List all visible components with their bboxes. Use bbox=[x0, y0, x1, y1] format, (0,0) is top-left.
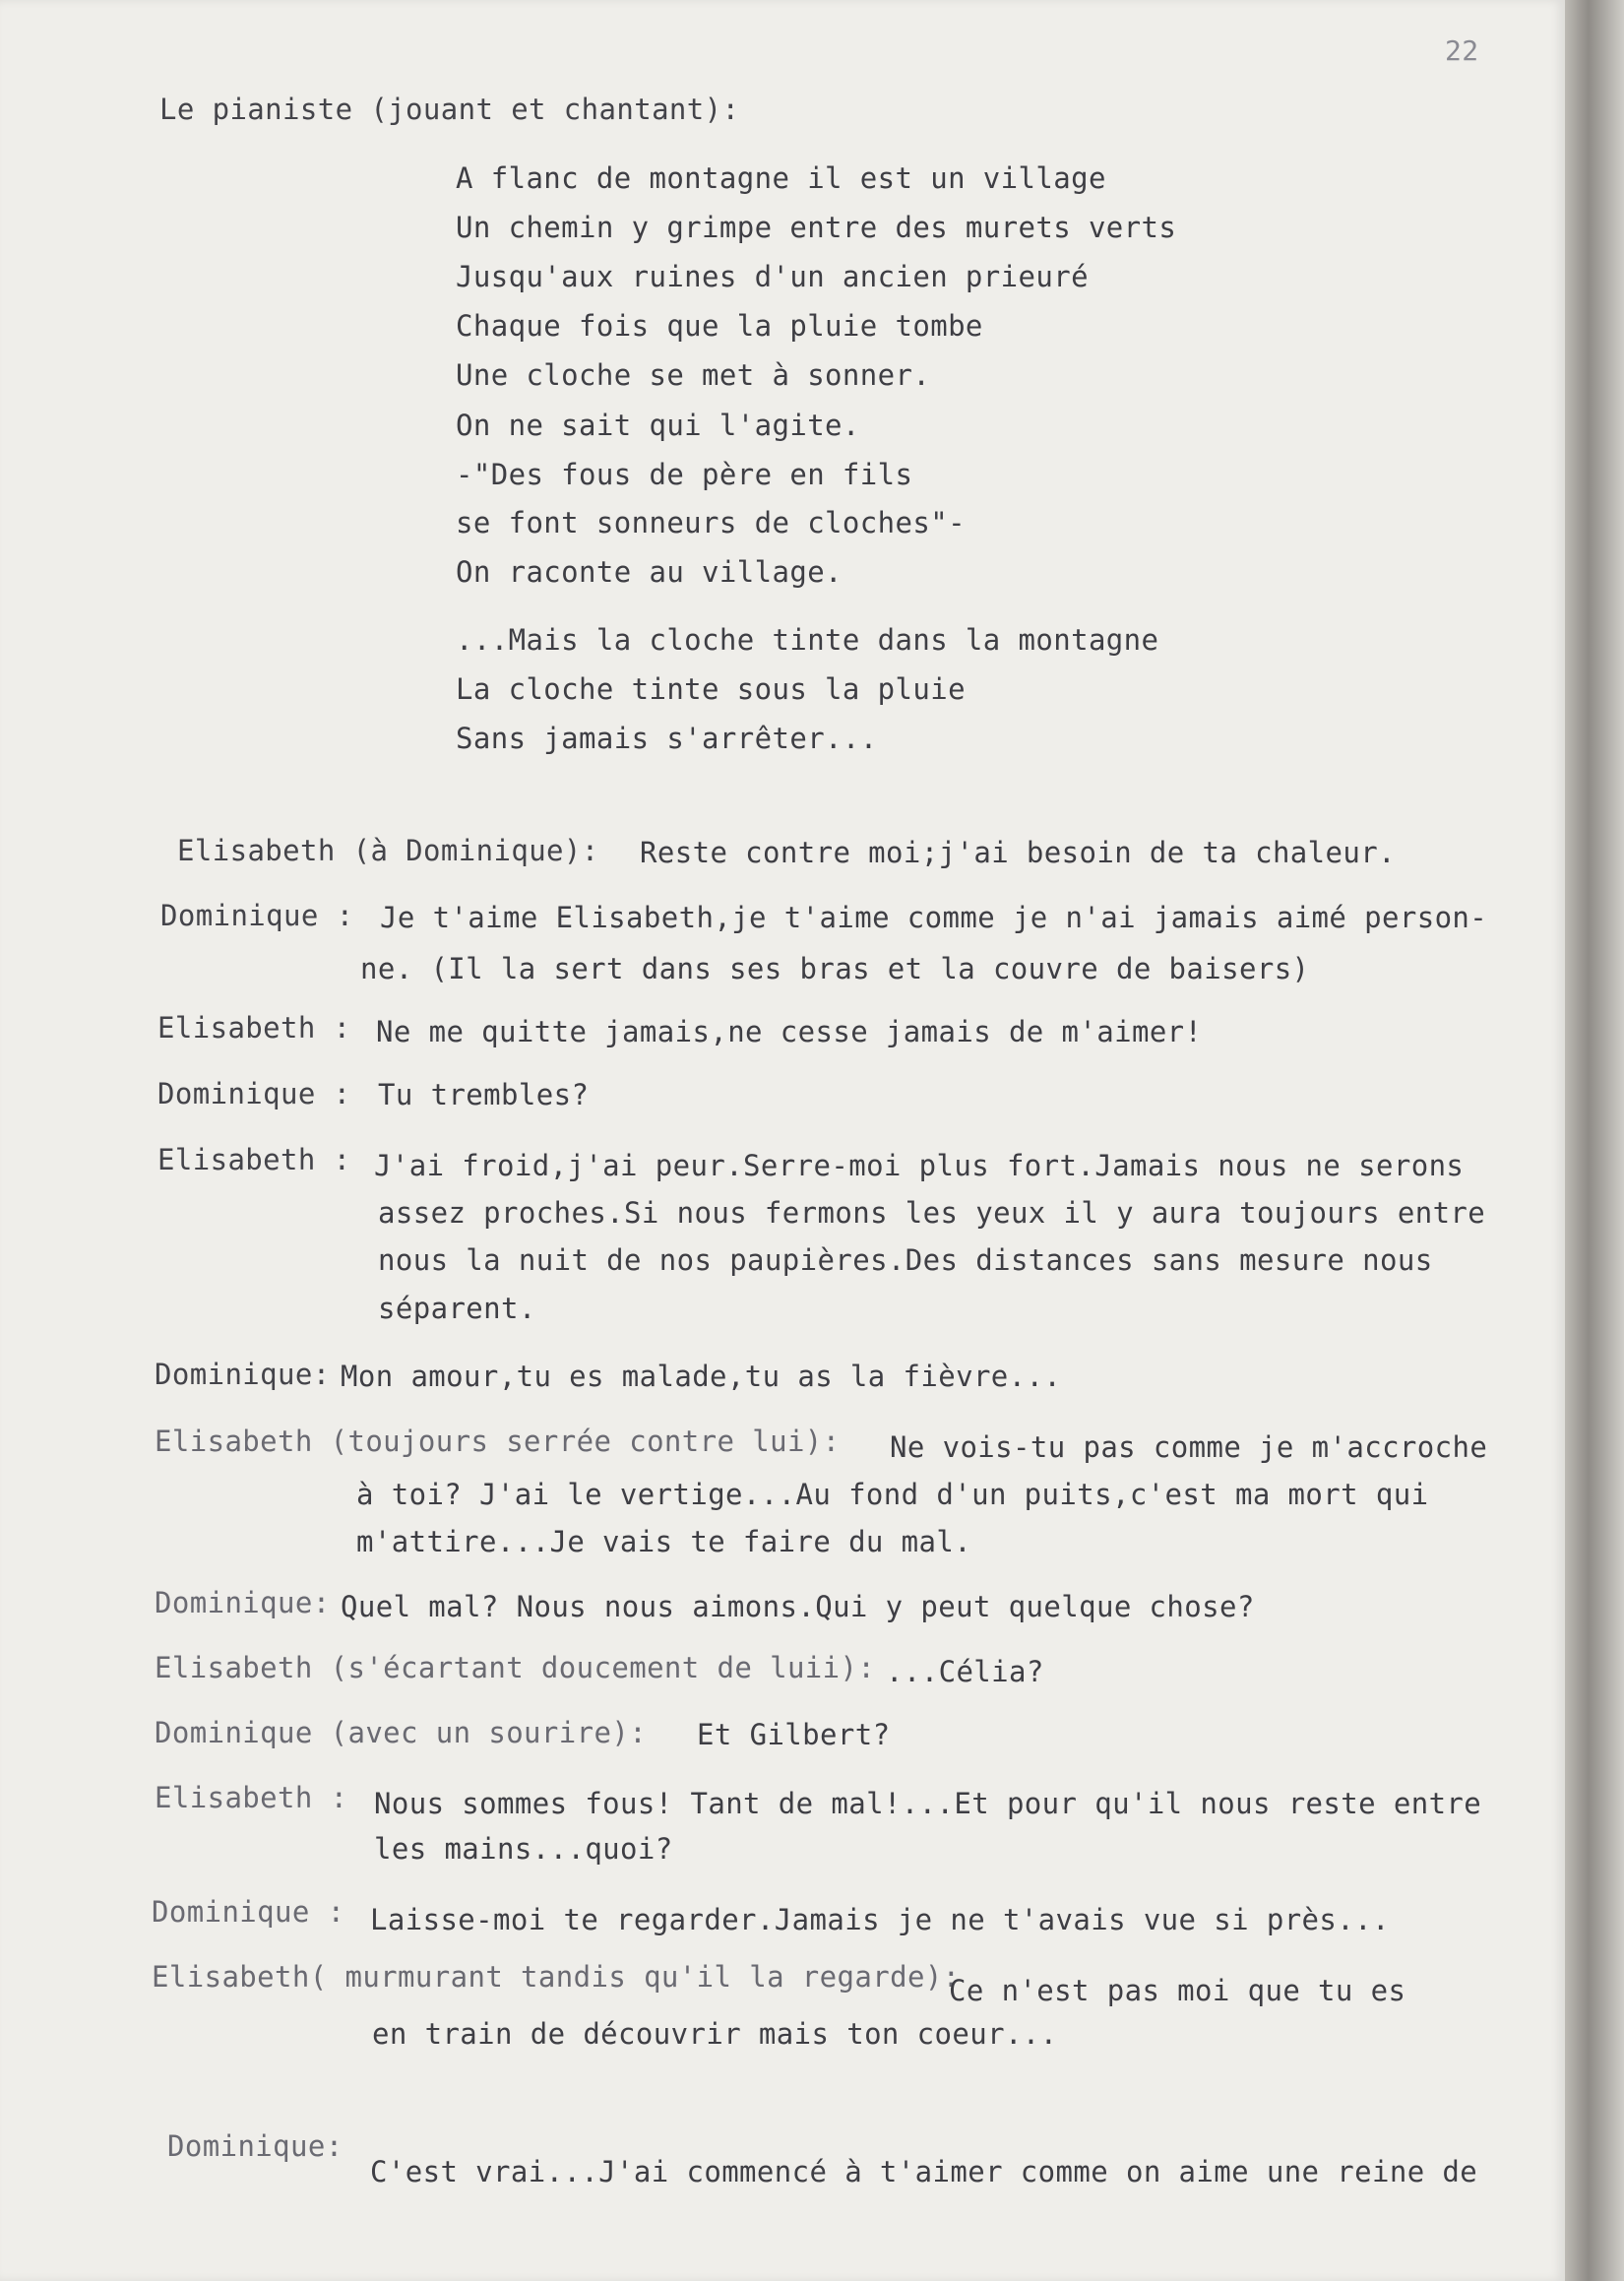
scene-header: Le pianiste (jouant et chantant): bbox=[159, 93, 740, 126]
dialogue-line: Ce n'est pas moi que tu es bbox=[949, 1974, 1406, 2007]
speaker: Elisabeth (à Dominique): bbox=[177, 834, 599, 867]
speaker: Dominique (avec un sourire): bbox=[155, 1716, 648, 1749]
dialogue-line: J'ai froid,j'ai peur.Serre-moi plus fort.Jamais nous ne serons bbox=[374, 1149, 1465, 1182]
dialogue-line: Ne me quitte jamais,ne cesse jamais de m'aimer! bbox=[376, 1015, 1203, 1048]
song-line: Une cloche se met à sonner. bbox=[456, 358, 931, 392]
speaker: Elisabeth( murmurant tandis qu'il la regarde): bbox=[152, 1960, 961, 1994]
song-line: se font sonneurs de cloches"- bbox=[456, 506, 966, 539]
page-number: 22 bbox=[1445, 34, 1479, 67]
dialogue-line: à toi? J'ai le vertige...Au fond d'un puits,c'est ma mort qui bbox=[356, 1478, 1429, 1511]
speaker: Dominique: bbox=[155, 1358, 331, 1391]
dialogue-line: les mains...quoi? bbox=[374, 1832, 673, 1866]
dialogue-line: Nous sommes fous! Tant de mal!...Et pour qu'il nous reste entre bbox=[374, 1787, 1482, 1820]
speaker: Elisabeth : bbox=[155, 1781, 348, 1814]
song-line: On raconte au village. bbox=[456, 555, 843, 589]
dialogue-line: m'attire...Je vais te faire du mal. bbox=[356, 1525, 972, 1558]
speaker: Elisabeth : bbox=[157, 1011, 351, 1045]
song-line: On ne sait qui l'agite. bbox=[456, 409, 860, 442]
song-line: La cloche tinte sous la pluie bbox=[456, 672, 966, 706]
dialogue-line: Quel mal? Nous nous aimons.Qui y peut quelque chose? bbox=[341, 1590, 1255, 1623]
speaker: Elisabeth (s'écartant doucement de luii): bbox=[155, 1651, 876, 1684]
dialogue-line: Je t'aime Elisabeth,je t'aime comme je n'ai jamais aimé person- bbox=[380, 901, 1488, 934]
page-edge bbox=[1565, 0, 1624, 2281]
song-line: A flanc de montagne il est un village bbox=[456, 161, 1106, 195]
speaker: Dominique : bbox=[152, 1895, 345, 1929]
speaker: Dominique: bbox=[155, 1586, 331, 1619]
song-line: Chaque fois que la pluie tombe bbox=[456, 309, 983, 343]
song-line: Sans jamais s'arrêter... bbox=[456, 722, 878, 755]
dialogue-line: Laisse-moi te regarder.Jamais je ne t'avais vue si près... bbox=[370, 1903, 1390, 1936]
speaker: Dominique : bbox=[157, 1077, 351, 1110]
song-line: -"Des fous de père en fils bbox=[456, 458, 913, 491]
speaker: Elisabeth (toujours serrée contre lui): bbox=[155, 1425, 841, 1458]
song-line: ...Mais la cloche tinte dans la montagne bbox=[456, 623, 1159, 657]
dialogue-line: en train de découvrir mais ton coeur... bbox=[372, 2017, 1058, 2051]
dialogue-line: Et Gilbert? bbox=[697, 1718, 891, 1751]
dialogue-line: nous la nuit de nos paupières.Des distances sans mesure nous bbox=[378, 1243, 1433, 1277]
speaker: Dominique: bbox=[167, 2129, 344, 2163]
speaker: Elisabeth : bbox=[157, 1143, 351, 1176]
dialogue-line: Reste contre moi;j'ai besoin de ta chaleur. bbox=[640, 836, 1396, 869]
dialogue-line: Mon amour,tu es malade,tu as la fièvre... bbox=[341, 1360, 1062, 1393]
dialogue-line: ne. (Il la sert dans ses bras et la couvre de baisers) bbox=[360, 952, 1310, 985]
dialogue-line: séparent. bbox=[378, 1292, 536, 1325]
song-line: Un chemin y grimpe entre des murets verts bbox=[456, 211, 1177, 244]
dialogue-line: assez proches.Si nous fermons les yeux il y aura toujours entre bbox=[378, 1196, 1486, 1230]
dialogue-line: Ne vois-tu pas comme je m'accroche bbox=[890, 1430, 1488, 1464]
speaker: Dominique : bbox=[160, 899, 354, 932]
dialogue-line: Tu trembles? bbox=[378, 1078, 590, 1111]
song-line: Jusqu'aux ruines d'un ancien prieuré bbox=[456, 260, 1089, 293]
dialogue-line: ...Célia? bbox=[886, 1655, 1044, 1688]
dialogue-line: C'est vrai...J'ai commencé à t'aimer comme on aime une reine de bbox=[370, 2155, 1478, 2188]
